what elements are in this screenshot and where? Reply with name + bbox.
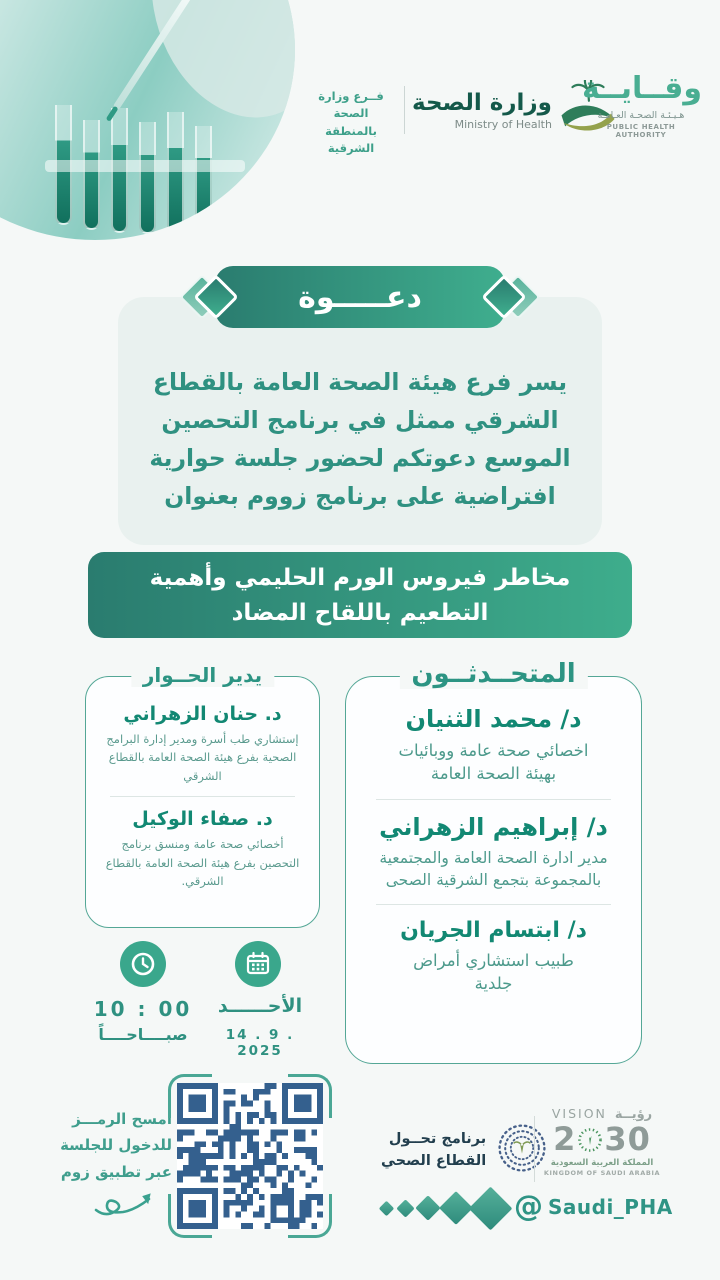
speaker-entry: [346, 813, 641, 891]
pha-sub-arabic: هـيـئـة الصحـة العـامـة: [597, 109, 685, 121]
topic-line1: مخاطر فيروس الورم الحليمي وأهمية: [149, 565, 571, 591]
pha-diamonds-motif: [381, 1186, 509, 1230]
session-time: 10 : 00: [93, 997, 193, 1021]
moderator-role: أخصائي صحة عامة ومنسق برنامج التحصين بفرع هيئة الصحة العامة بالقطاع الشرقي.: [105, 837, 300, 888]
calendar-icon: [235, 941, 281, 987]
vision-year-first: 2: [553, 1120, 577, 1158]
vision-year-rest: 30: [604, 1120, 651, 1158]
qr-code: [168, 1074, 332, 1238]
topic-line2: التطعيم باللقاح المضاد: [231, 600, 489, 626]
moh-name-arabic: وزارة الصحة: [412, 89, 552, 116]
session-topic-banner: [88, 552, 632, 638]
tube-rack: [45, 160, 245, 172]
speaker-role: طبيب استشاري أمراض جلدية: [413, 950, 574, 994]
speaker-role: مدير ادارة الصحة العامة والمجتمعية بالمجموعة بتجمع الشرقية الصحى: [379, 848, 608, 889]
session-date: 14 . 9 . 2025: [225, 1027, 295, 1059]
test-tube: [195, 126, 212, 234]
moderator-name: د. حنان الزهراني: [123, 703, 282, 725]
panel-divider: [110, 796, 295, 797]
lab-photo-circle: [0, 0, 295, 240]
moderator-role: إستشاري طب أسرة ومدير إدارة البرامج الصحية بفرع هيئة الصحة العامة بالقطاع الشرقي: [106, 732, 299, 783]
moderators-panel: [85, 663, 320, 928]
qr-instructions: [56, 1106, 172, 1185]
moderator-name: د. صفاء الوكيل: [132, 808, 273, 831]
vision-en: VISION: [551, 1106, 607, 1121]
test-tube: [83, 120, 100, 230]
moh-name-english: Ministry of Health: [454, 118, 552, 132]
panel-divider: [376, 904, 611, 905]
diamond-icon: [439, 1191, 473, 1225]
vision-zero-emblem-icon: [577, 1124, 603, 1154]
diamond-icon: [379, 1200, 395, 1216]
session-time-period: صبــــاحــــاً: [98, 1025, 188, 1044]
speaker-name: د/ ابتسام الجريان: [400, 917, 587, 943]
health-sector-transformation-logo: [381, 1120, 550, 1180]
invitation-body: [118, 363, 602, 515]
panel-divider: [376, 799, 611, 800]
at-icon: @: [514, 1189, 543, 1223]
diamond-icon: [415, 1195, 440, 1220]
htp-line1: برنامج تحــول: [388, 1130, 487, 1147]
arrow-doodle-icon: [90, 1176, 168, 1228]
diamond-icon: [396, 1199, 414, 1217]
gloved-hand-shape: [124, 0, 295, 141]
social-handle: [514, 1189, 673, 1223]
speaker-entry: [346, 918, 641, 996]
vision-country-arabic: المملكة العربية السعودية: [550, 1158, 654, 1168]
invitation-card: [118, 297, 602, 545]
vision-2030-logo: [542, 1106, 662, 1177]
pha-name-arabic: وقــايــة: [582, 71, 703, 106]
speaker-entry: [346, 705, 641, 786]
diamond-icon: [469, 1186, 513, 1230]
moderator-entry: [86, 703, 319, 785]
invitation-body-line: افتراضية على برنامج زووم بعنوان: [164, 482, 556, 510]
header-divider: [404, 86, 405, 134]
public-health-authority-logo: [582, 71, 703, 139]
qr-instruction-line: امسح الرمـــز: [72, 1110, 172, 1128]
speaker-role: اخصائي صحة عامة ووبائيات بهيئة الصحة العامة: [398, 741, 589, 784]
branch-line1: فــرع وزارة الصحة: [318, 89, 384, 121]
clock-icon: [120, 941, 166, 987]
invitation-body-line: يسر فرع هيئة الصحة العامة بالقطاع: [152, 368, 568, 396]
branch-line2: بالمنطقة الشرقية: [325, 123, 377, 155]
social-handle-text: Saudi_PHA: [548, 1194, 673, 1219]
qr-instruction-line: عبر تطبيق زوم: [60, 1162, 172, 1181]
invitation-badge: دعـــــوة: [215, 266, 505, 328]
htp-line2: القطاع الصحي: [381, 1153, 487, 1169]
pha-sub-english: PUBLIC HEALTH AUTHORITY: [606, 122, 676, 139]
speaker-name: د/ محمد الثنيان: [405, 705, 582, 733]
vision-country-english: KINGDOM OF SAUDI ARABIA: [543, 1169, 661, 1177]
test-tube: [167, 112, 184, 234]
vision-ar: رؤيــة: [614, 1107, 653, 1122]
footer-divider: [534, 1116, 535, 1182]
speakers-panel: [345, 659, 642, 1064]
moderators-title: يدير الحــوار: [131, 663, 274, 687]
invitation-body-line: الموسع دعوتكم لحضور جلسة حوارية: [149, 444, 571, 472]
test-tube: [139, 122, 156, 234]
session-day: الأحــــــد: [217, 995, 303, 1017]
speaker-name: د/ إبراهيم الزهراني: [379, 812, 608, 841]
speakers-title: المتحــدثــون: [399, 659, 587, 689]
qr-instruction-line: للدخول للجلسة: [60, 1136, 172, 1155]
invitation-body-line: الشرقي ممثل في برنامج التحصين: [161, 406, 559, 434]
moh-regional-branch-logo: [303, 88, 399, 157]
moderator-entry: [86, 808, 319, 890]
